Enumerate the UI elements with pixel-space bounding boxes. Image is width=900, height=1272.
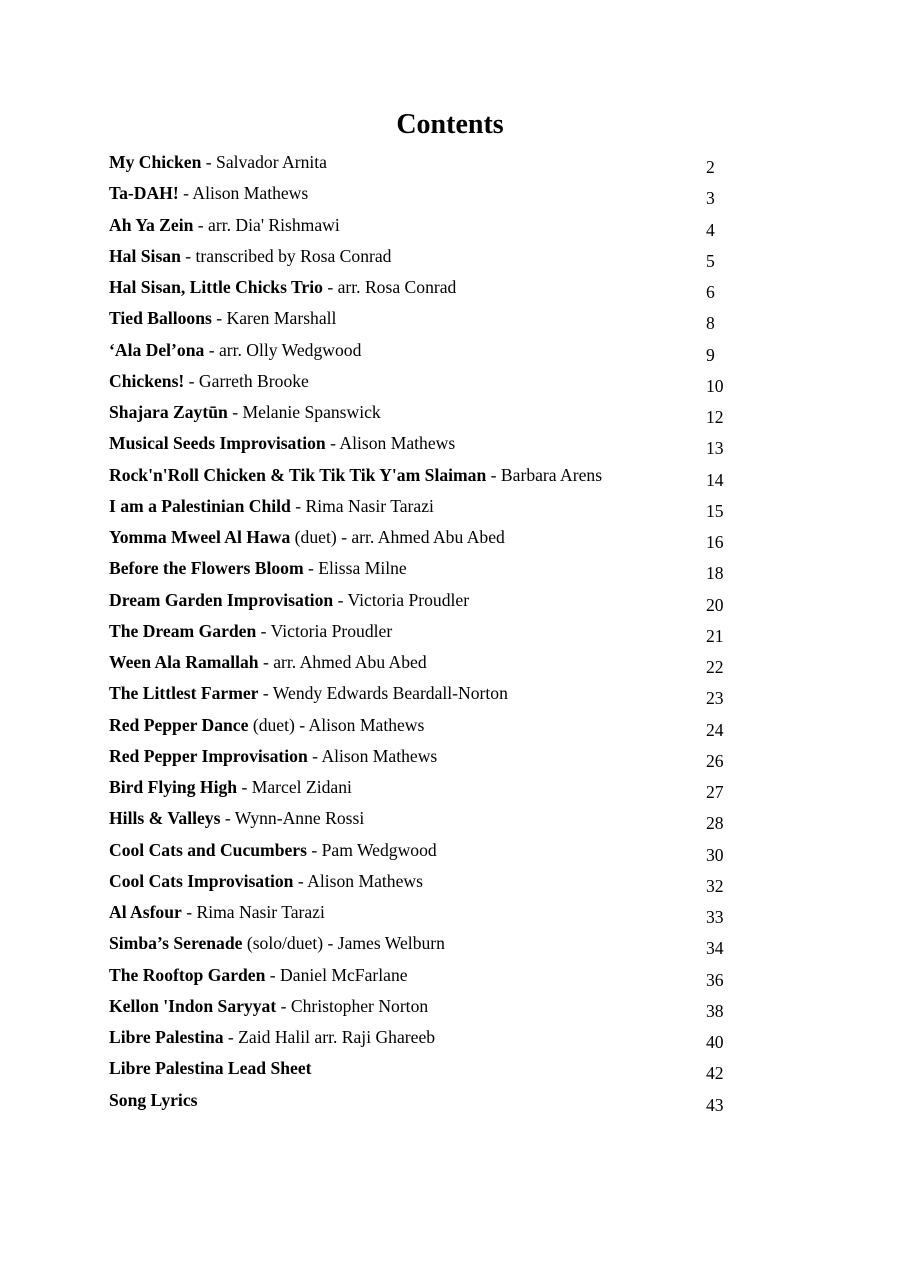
entry-credit: - Alison Mathews [293, 870, 423, 891]
entry-text [109, 651, 427, 673]
entry-title: The Littlest Farmer [109, 683, 259, 704]
entry-title: Hal Sisan, Little Chicks Trio [109, 277, 323, 297]
entry-credit: - Marcel Zidani [237, 777, 352, 797]
entry-title: My Chicken [109, 152, 202, 172]
entry-page-number: 40 [706, 1032, 724, 1052]
entry-credit: - Wynn-Anne Rossi [220, 808, 365, 829]
entry-text [109, 1026, 435, 1048]
entry-text [109, 370, 309, 392]
entry-text [109, 714, 424, 736]
entry-title: Al Asfour [109, 902, 182, 922]
entry-title: Shajara Zaytūn [109, 402, 228, 422]
entry-title: Song Lyrics [109, 1089, 198, 1110]
entry-title: Ah Ya Zein [109, 214, 194, 235]
entry-page-number: 2 [706, 157, 715, 177]
entry-page-number: 21 [706, 625, 724, 646]
entry-text [109, 995, 428, 1017]
entry-title: Hills & Valleys [109, 808, 221, 829]
entry-credit: - Christopher Norton [276, 995, 429, 1016]
entry-text [109, 464, 602, 486]
entry-title: Bird Flying High [109, 777, 238, 797]
entry-credit: - Elissa Milne [303, 558, 407, 579]
entry-text [109, 776, 352, 798]
entry-text [109, 589, 469, 611]
entry-text [109, 276, 456, 298]
entry-page-number: 8 [706, 313, 715, 334]
entry-title: Dream Garden Improvisation [109, 589, 334, 610]
entry-page-number: 28 [706, 813, 724, 834]
entry-credit: - arr. Olly Wedgwood [204, 339, 362, 360]
entry-text [109, 682, 508, 704]
entry-text [109, 620, 392, 642]
entry-page-number: 43 [706, 1094, 724, 1115]
entry-page-number: 34 [706, 938, 724, 959]
entry-title: Before the Flowers Bloom [109, 558, 304, 579]
entry-credit: - Garreth Brooke [184, 370, 309, 391]
entry-credit: - Pam Wedgwood [306, 839, 437, 860]
entry-text [109, 151, 327, 173]
entry-text [109, 807, 364, 829]
entry-title: Red Pepper Improvisation [109, 745, 308, 766]
entry-title: Rock'n'Roll Chicken & Tik Tik Tik Y'am Slaiman [109, 464, 487, 485]
entry-credit: - Alison Mathews [178, 183, 309, 204]
entry-text [109, 495, 434, 517]
entry-page-number: 4 [706, 219, 715, 240]
entry-page-number: 5 [706, 250, 715, 271]
entry-page-number: 36 [706, 969, 724, 990]
entry-text [109, 182, 308, 204]
entry-credit: - James Welburn [323, 933, 445, 954]
entry-note: (solo/duet) [242, 933, 324, 954]
entry-title: Hal Sisan [109, 245, 181, 266]
entry-title: Ta-DAH! [109, 183, 179, 204]
entry-credit: - arr. Rosa Conrad [322, 277, 457, 297]
entry-page-number: 14 [706, 469, 724, 490]
entry-text [109, 1057, 312, 1079]
entry-credit: - Victoria Proudler [333, 589, 470, 610]
entry-credit: - Salvador Arnita [201, 152, 327, 172]
entry-credit: - transcribed by Rosa Conrad [180, 245, 392, 266]
entry-page-number: 42 [706, 1063, 724, 1084]
entry-page-number: 23 [706, 688, 724, 709]
entry-page-number: 22 [706, 657, 724, 677]
entry-page-number: 33 [706, 907, 724, 927]
entry-text [109, 526, 505, 548]
entry-credit: - Alison Mathews [294, 714, 425, 735]
entry-title: Kellon 'Indon Saryyat [109, 995, 277, 1016]
entry-title: Simba’s Serenade [109, 933, 243, 954]
entry-page-number: 16 [706, 532, 724, 552]
entry-page-number: 38 [706, 1000, 724, 1021]
entry-page-number: 24 [706, 719, 724, 740]
entry-title: The Dream Garden [109, 620, 257, 641]
entry-text [109, 214, 340, 236]
entry-page-number: 3 [706, 188, 715, 209]
entry-title: Red Pepper Dance [109, 714, 249, 735]
entry-page-number: 20 [706, 594, 724, 615]
entry-title: The Rooftop Garden [109, 964, 266, 985]
entry-title: Cool Cats Improvisation [109, 870, 294, 891]
entry-title: Ween Ala Ramallah [109, 652, 259, 672]
entry-text [109, 307, 336, 329]
entry-text [109, 870, 423, 892]
entry-text [109, 964, 408, 986]
entry-text [109, 339, 361, 361]
entry-credit: - Daniel McFarlane [265, 964, 408, 985]
entry-page-number: 15 [706, 500, 724, 521]
entry-text [109, 432, 455, 454]
entry-page-number: 32 [706, 875, 724, 896]
entry-title: Cool Cats and Cucumbers [109, 839, 307, 860]
entry-text [109, 839, 437, 861]
entry-title: Tied Balloons [109, 308, 212, 329]
entry-title: Musical Seeds Improvisation [109, 433, 326, 454]
entry-title: I am a Palestinian Child [109, 495, 291, 516]
entry-page-number: 13 [706, 438, 724, 459]
entry-title: Chickens! [109, 370, 185, 391]
entry-title: Libre Palestina Lead Sheet [109, 1058, 312, 1079]
entry-title: Yomma Mweel Al Hawa [109, 527, 291, 547]
entry-page-number: 12 [706, 407, 724, 427]
entry-credit: - arr. Ahmed Abu Abed [336, 527, 505, 547]
entry-credit: - Karen Marshall [211, 308, 337, 329]
entry-note: (duet) [248, 714, 295, 735]
entry-credit: - Zaid Halil arr. Raji Ghareeb [223, 1027, 436, 1047]
page-title: Contents [396, 109, 504, 140]
entry-credit: - arr. Dia' Rishmawi [193, 214, 340, 235]
entry-credit: - arr. Ahmed Abu Abed [258, 652, 427, 672]
entry-page-number: 27 [706, 782, 724, 802]
entry-text [109, 1089, 197, 1111]
entry-credit: - Rima Nasir Tarazi [290, 495, 434, 516]
entry-text [109, 557, 407, 579]
entry-page-number: 6 [706, 282, 715, 302]
entry-credit: - Barbara Arens [486, 464, 603, 485]
entry-page-number: 9 [706, 344, 715, 365]
entry-page-number: 18 [706, 563, 724, 584]
entry-credit: - Alison Mathews [325, 433, 456, 454]
entry-credit: - Victoria Proudler [256, 620, 393, 641]
entry-credit: - Rima Nasir Tarazi [181, 902, 325, 922]
entry-credit: - Wendy Edwards Beardall-Norton [258, 683, 508, 704]
entry-note: (duet) [290, 527, 337, 547]
entry-credit: - Alison Mathews [307, 745, 438, 766]
entry-page-number: 10 [706, 375, 724, 396]
entry-text [109, 901, 325, 923]
entry-text [109, 401, 381, 423]
entry-text [109, 245, 391, 267]
entry-title: ‘Ala Del’ona [109, 339, 205, 360]
entry-credit: - Melanie Spanswick [227, 402, 381, 422]
entry-page-number: 30 [706, 844, 724, 865]
entry-text [109, 932, 445, 954]
entry-page-number: 26 [706, 750, 724, 771]
entry-text [109, 745, 437, 767]
entry-title: Libre Palestina [109, 1027, 224, 1047]
